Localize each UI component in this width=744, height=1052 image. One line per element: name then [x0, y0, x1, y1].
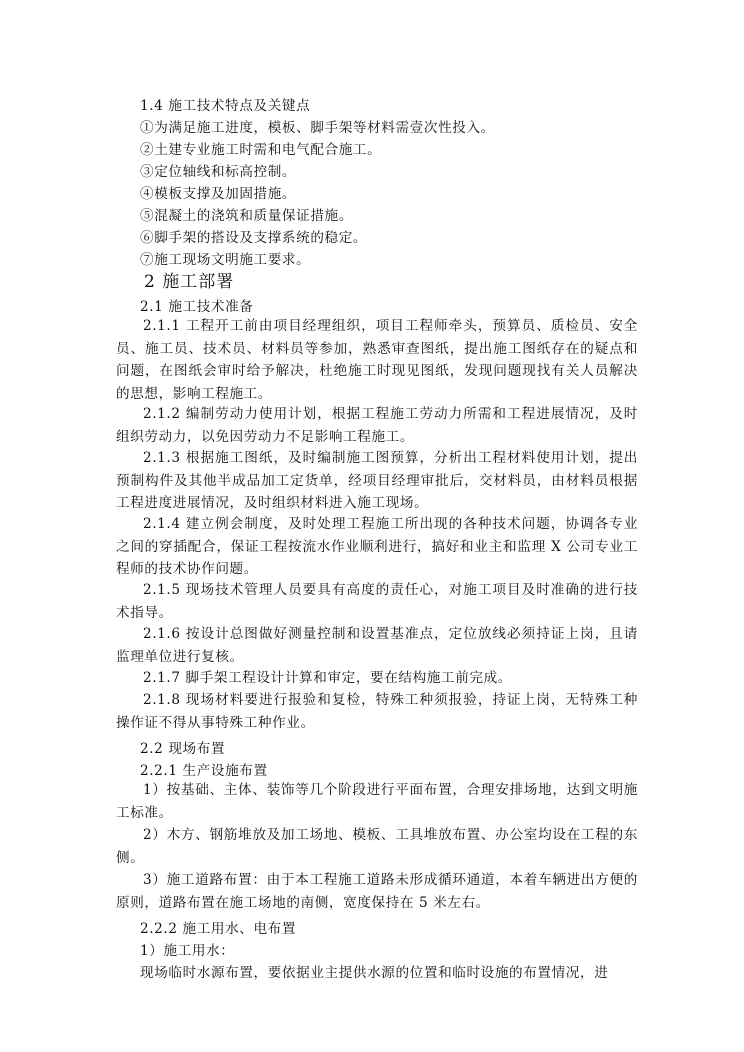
paragraph-2-1-3: 2.1.3 根据施工图纸，及时编制施工图预算，分析出工程材料使用计划，提出预制构件及其他半成品加工定货单，经项目经理审批后，交材料员，由材料员根据工程进度进展情况，及时组织材料进入施工现场。	[116, 450, 638, 511]
paragraph-layout-3: 3）施工道路布置：由于本工程施工道路未形成循环通道，本着车辆进出方便的原则，道路布置在施工场地的南侧，宽度保持在 5 米左右。	[116, 872, 638, 911]
list-item: ④模板支撑及加固措施。	[140, 186, 297, 202]
water-supply-title: 1）施工用水：	[140, 943, 235, 959]
list-item: ③定位轴线和标高控制。	[140, 164, 297, 180]
section-2-1-title: 2.1 施工技术准备	[140, 299, 254, 315]
section-2-2-2-title: 2.2.2 施工用水、电布置	[140, 921, 297, 937]
section-2-2-1-title: 2.2.1 生产设施布置	[140, 763, 268, 779]
list-item: ⑦施工现场文明施工要求。	[140, 252, 311, 268]
paragraph-2-1-7: 2.1.7 脚手架工程设计计算和审定，要在结构施工前完成。	[143, 670, 512, 686]
paragraph-layout-1: 1）按基础、主体、装饰等几个阶段进行平面布置，合理安排场地，达到文明施工标准。	[116, 782, 638, 821]
paragraph-2-1-5: 2.1.5 现场技术管理人员要具有高度的责任心，对施工项目及时准确的进行技术指导。	[116, 582, 638, 621]
section-1-4-title: 1.4 施工技术特点及关键点	[140, 98, 311, 114]
paragraph-2-1-8: 2.1.8 现场材料要进行报验和复检，特殊工种须报验，持证上岗，无特殊工种操作证不得从事特殊工种作业。	[116, 692, 638, 731]
list-item: ②土建专业施工时需和电气配合施工。	[140, 142, 382, 158]
paragraph-2-1-4: 2.1.4 建立例会制度，及时处理工程施工所出现的各种技术问题，协调各专业之间的穿插配合，保证工程按流水作业顺利进行，搞好和业主和监理 X 公司专业工程师的技术协作问题。	[116, 516, 638, 577]
list-item: ⑥脚手架的搭设及支撑系统的稳定。	[140, 230, 368, 246]
section-2-heading: 2 施工部署	[144, 272, 235, 292]
section-2-2-title: 2.2 现场布置	[140, 741, 226, 757]
paragraph-water-supply: 现场临时水源布置，要依据业主提供水源的位置和临时设施的布置情况，进	[140, 965, 609, 981]
paragraph-2-1-6: 2.1.6 按设计总图做好测量控制和设置基准点，定位放线必须持证上岗，且请监理单位进行复核。	[116, 626, 638, 665]
paragraph-2-1-2: 2.1.2 编制劳动力使用计划，根据工程施工劳动力所需和工程进展情况，及时组织劳动力，以免因劳动力不足影响工程施工。	[116, 406, 638, 445]
list-item: ①为满足施工进度，模板、脚手架等材料需壹次性投入。	[140, 120, 495, 136]
paragraph-layout-2: 2）木方、钢筋堆放及加工场地、模板、工具堆放布置、办公室均设在工程的东侧。	[116, 827, 638, 866]
list-item: ⑤混凝土的浇筑和质量保证措施。	[140, 208, 353, 224]
paragraph-2-1-1: 2.1.1 工程开工前由项目经理组织，项目工程师牵头，预算员、质检员、安全员、施工员、技术员、材料员等参加，熟悉审查图纸，提出施工图纸存在的疑点和问题，在图纸会审时给予解决，杜绝施工时现见图纸，发现问题现找有关人员解决的思想，影响工程施工。	[116, 318, 638, 402]
